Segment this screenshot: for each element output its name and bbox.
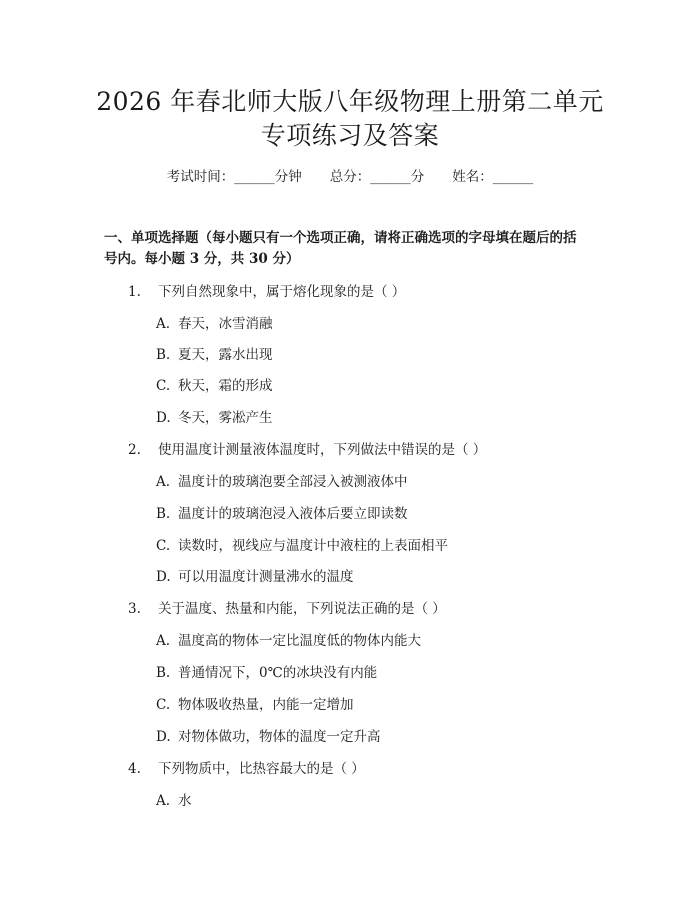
question-number: 2. <box>128 442 141 458</box>
question-2 <box>128 440 486 460</box>
option-text: 冬天，雾凇产生 <box>178 410 273 426</box>
question-2-option-c <box>156 536 448 556</box>
question-text: 使用温度计测量液体温度时，下列做法中错误的是（ ） <box>158 442 487 458</box>
option-text: 温度高的物体一定比温度低的物体内能大 <box>178 633 421 649</box>
option-text: 可以用温度计测量沸水的温度 <box>178 569 354 585</box>
question-number: 3. <box>128 601 141 617</box>
option-letter: D. <box>156 729 171 745</box>
question-3-option-a <box>156 631 421 651</box>
option-text: 物体吸收热量，内能一定增加 <box>178 697 354 713</box>
document-title-line-1: 2026 年春北师大版八年级物理上册第二单元 <box>96 87 604 116</box>
question-1-option-b <box>156 345 273 365</box>
option-text: 读数时，视线应与温度计中液柱的上表面相平 <box>178 538 448 554</box>
section-heading-line-1: 一、单项选择题（每小题只有一个选项正确，请将正确选项的字母填在题后的括 <box>104 230 577 246</box>
option-letter: C. <box>156 378 171 394</box>
option-letter: C. <box>156 697 171 713</box>
option-letter: C. <box>156 538 171 554</box>
question-2-option-d <box>156 567 354 587</box>
option-text: 普通情况下，0℃的冰块没有内能 <box>178 665 378 681</box>
option-letter: A. <box>156 316 171 332</box>
section-heading-line-2: 号内。每小题 3 分，共 30 分） <box>104 251 300 267</box>
option-letter: A. <box>156 633 171 649</box>
exam-meta <box>0 167 700 187</box>
question-text: 下列物质中，比热容最大的是（ ） <box>158 761 365 777</box>
question-text: 下列自然现象中，属于熔化现象的是（ ） <box>158 284 406 300</box>
question-1 <box>128 282 405 302</box>
option-text: 对物体做功，物体的温度一定升高 <box>178 729 381 745</box>
option-letter: A. <box>156 793 171 809</box>
option-letter: A. <box>156 474 171 490</box>
question-2-option-b <box>156 504 408 524</box>
option-letter: B. <box>156 506 171 522</box>
option-text: 夏天，露水出现 <box>178 347 273 363</box>
question-3-option-b <box>156 663 377 683</box>
option-text: 秋天，霜的形成 <box>178 378 273 394</box>
option-text: 温度计的玻璃泡浸入液体后要立即读数 <box>178 506 408 522</box>
total-score-field: 总分：______分 <box>329 169 425 185</box>
option-letter: B. <box>156 665 171 681</box>
option-letter: D. <box>156 569 171 585</box>
option-text: 温度计的玻璃泡要全部浸入被测液体中 <box>178 474 408 490</box>
question-1-option-a <box>156 314 273 334</box>
document-title-line-2: 专项练习及答案 <box>260 121 440 150</box>
question-3-option-d <box>156 727 381 747</box>
question-1-option-d <box>156 408 273 428</box>
question-1-option-c <box>156 376 273 396</box>
question-3 <box>128 599 446 619</box>
option-letter: D. <box>156 410 171 426</box>
option-text: 春天，冰雪消融 <box>178 316 273 332</box>
question-2-option-a <box>156 472 408 492</box>
question-text: 关于温度、热量和内能，下列说法正确的是（ ） <box>158 601 446 617</box>
exam-time-field: 考试时间：______分钟 <box>166 169 302 185</box>
option-letter: B. <box>156 347 171 363</box>
student-name-field: 姓名：______ <box>452 169 534 185</box>
question-number: 4. <box>128 761 141 777</box>
question-4 <box>128 759 365 779</box>
question-number: 1. <box>128 284 141 300</box>
option-text: 水 <box>178 793 192 809</box>
question-3-option-c <box>156 695 354 715</box>
question-4-option-a <box>156 791 192 811</box>
